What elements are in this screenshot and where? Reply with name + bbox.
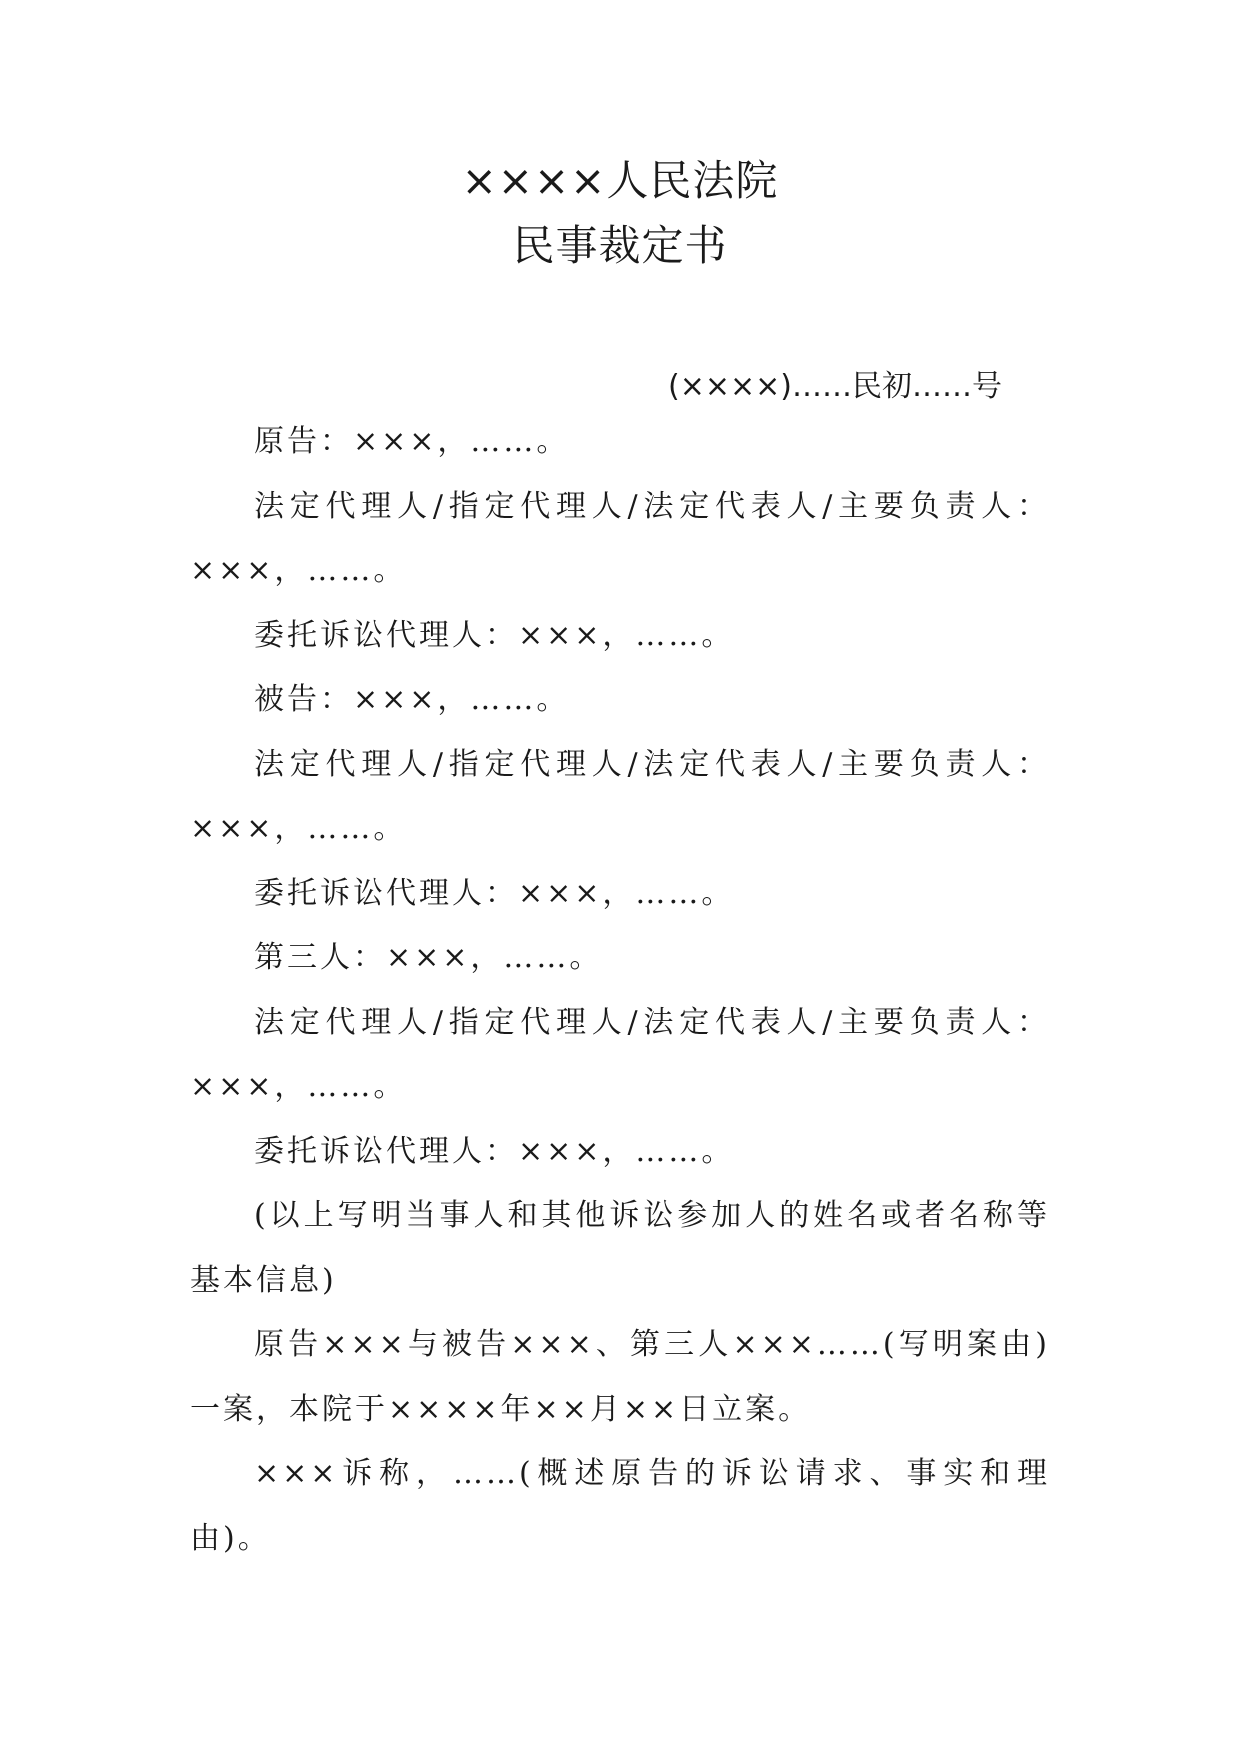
paragraph-third-party: 第三人：×××，……。 (254, 940, 603, 975)
paragraph-third-party-representative: 法定代理人/指定代理人/法定代表人/主要负责人：×××，……。 (190, 1004, 1050, 1104)
paragraph-defendant-agent: 委托诉讼代理人：×××，……。 (254, 875, 735, 911)
paragraph-defendant-representative: 法定代理人/指定代理人/法定代表人/主要负责人：×××，……。 (190, 746, 1050, 846)
paragraph-plaintiff-claim: ×××诉称，……(概述原告的诉讼请求、事实和理由)。 (190, 1456, 1050, 1556)
paragraph-defendant: 被告：×××，……。 (254, 682, 570, 717)
document-type-title: 民事裁定书 (512, 221, 728, 270)
case-number: (××××)……民初……号 (668, 369, 1002, 404)
paragraph-case-filing: 原告×××与被告×××、第三人×××……(写明案由)一案，本院于××××年××月××日立案。 (190, 1327, 1050, 1427)
paragraph-plaintiff-agent: 委托诉讼代理人：×××，……。 (254, 617, 735, 653)
court-name: ××××人民法院 (461, 156, 779, 205)
paragraph-plaintiff-representative: 法定代理人/指定代理人/法定代表人/主要负责人：×××，……。 (190, 488, 1050, 588)
paragraph-plaintiff: 原告：×××，……。 (254, 424, 570, 459)
paragraph-parties-note: (以上写明当事人和其他诉讼参加人的姓名或者名称等基本信息) (190, 1198, 1050, 1298)
document-body (190, 410, 1050, 1571)
paragraph-third-party-agent: 委托诉讼代理人：×××，……。 (254, 1133, 735, 1169)
